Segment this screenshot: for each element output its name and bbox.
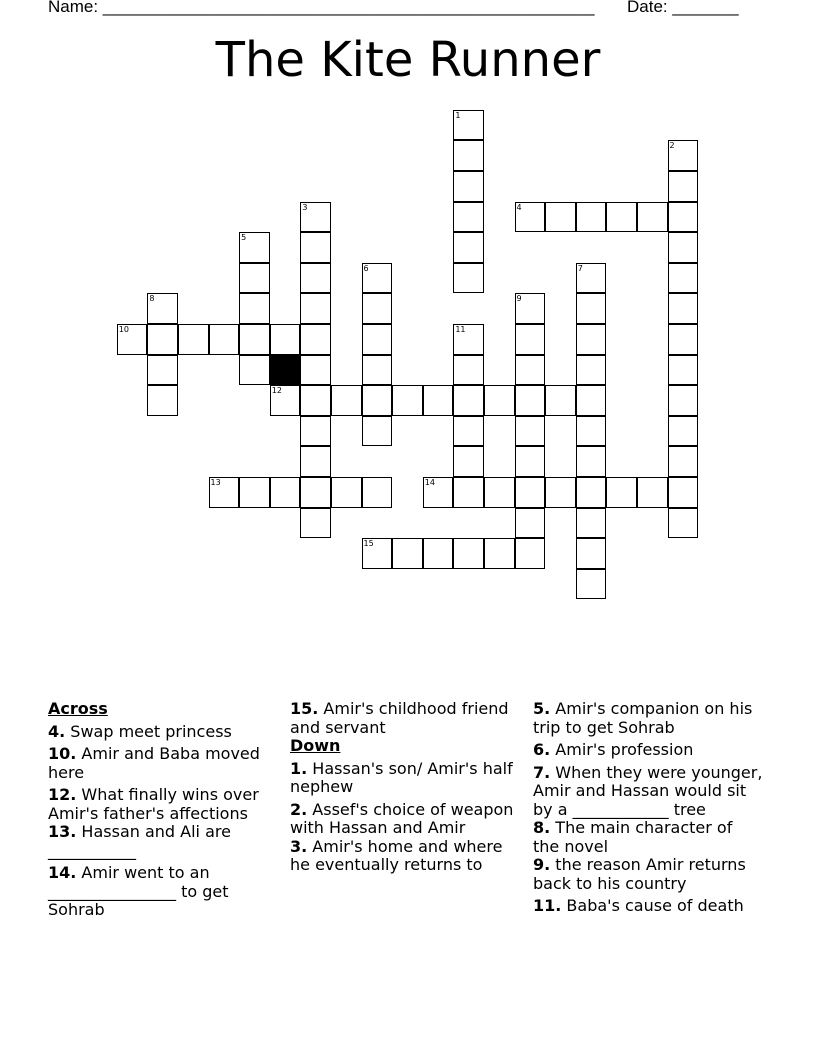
grid-cell[interactable] <box>484 477 515 508</box>
grid-cell[interactable] <box>362 477 393 508</box>
grid-cell[interactable] <box>576 416 607 447</box>
grid-cell[interactable] <box>117 324 148 355</box>
date-field-label: Date: _______ <box>627 0 739 16</box>
grid-cell[interactable] <box>637 202 668 233</box>
grid-cell[interactable] <box>423 538 454 569</box>
grid-cell[interactable] <box>515 477 546 508</box>
grid-cell[interactable] <box>545 202 576 233</box>
grid-cell[interactable] <box>300 385 331 416</box>
grid-cell[interactable] <box>576 293 607 324</box>
clues-column-1 <box>48 700 278 924</box>
grid-cell[interactable] <box>453 232 484 263</box>
across-heading: Across <box>48 699 108 718</box>
grid-cell[interactable] <box>331 385 362 416</box>
clue-number: 8 <box>149 294 155 304</box>
grid-cell[interactable] <box>576 385 607 416</box>
clue-number: 13 <box>210 477 221 487</box>
grid-cell[interactable] <box>576 538 607 569</box>
grid-cell[interactable] <box>606 202 637 233</box>
grid-cell[interactable] <box>392 538 423 569</box>
down-heading: Down <box>290 736 341 755</box>
grid-cell[interactable] <box>515 416 546 447</box>
grid-cell[interactable] <box>239 355 270 386</box>
grid-cell[interactable] <box>668 202 699 233</box>
grid-cell[interactable] <box>147 385 178 416</box>
grid-cell[interactable] <box>453 140 484 171</box>
clue-down-3: 3. Amir's home and where he eventually returns to <box>290 836 503 874</box>
grid-cell[interactable] <box>668 232 699 263</box>
clue-number: 14 <box>424 477 435 487</box>
grid-cell[interactable] <box>668 140 699 171</box>
grid-cell[interactable] <box>484 538 515 569</box>
clue-across-12: 12. What finally wins over Amir's father's affections <box>48 785 259 823</box>
clue-number: 1 <box>455 110 461 120</box>
grid-cell[interactable] <box>453 171 484 202</box>
grid-cell[interactable] <box>668 293 699 324</box>
grid-cell[interactable] <box>668 477 699 508</box>
grid-cell[interactable] <box>300 508 331 539</box>
grid-cell[interactable] <box>300 324 331 355</box>
grid-cell[interactable] <box>576 263 607 294</box>
grid-cell[interactable] <box>300 416 331 447</box>
grid-cell[interactable] <box>515 385 546 416</box>
grid-cell[interactable] <box>239 232 270 263</box>
grid-cell[interactable] <box>300 446 331 477</box>
grid-cell[interactable] <box>606 477 637 508</box>
grid-cell[interactable] <box>300 293 331 324</box>
grid-cell[interactable] <box>362 385 393 416</box>
grid-cell[interactable] <box>362 263 393 294</box>
grid-cell[interactable] <box>362 416 393 447</box>
grid-cell[interactable] <box>362 293 393 324</box>
grid-cell[interactable] <box>576 202 607 233</box>
grid-cell[interactable] <box>178 324 209 355</box>
clue-across-14: 14. Amir went to an ________________ to get Sohrab <box>48 863 229 919</box>
grid-cell[interactable] <box>362 538 393 569</box>
grid-cell[interactable] <box>147 355 178 386</box>
grid-cell[interactable] <box>270 385 301 416</box>
clue-across-15: 15. Amir's childhood friend and servant <box>290 699 509 737</box>
grid-cell[interactable] <box>576 324 607 355</box>
grid-cell[interactable] <box>453 416 484 447</box>
grid-cell[interactable] <box>515 324 546 355</box>
clue-across-13: 13. Hassan and Ali are ___________ <box>48 822 231 860</box>
grid-cell[interactable] <box>576 477 607 508</box>
grid-cell[interactable] <box>515 508 546 539</box>
grid-cell[interactable] <box>300 477 331 508</box>
clue-number: 15 <box>363 539 374 549</box>
grid-cell[interactable] <box>270 324 301 355</box>
clue-number: 12 <box>271 386 282 396</box>
grid-cell[interactable] <box>668 416 699 447</box>
clue-down-9: 9. the reason Amir returns back to his country <box>533 855 746 893</box>
grid-cell[interactable] <box>239 263 270 294</box>
clue-across-10: 10. Amir and Baba moved here <box>48 744 260 782</box>
clue-number: 3 <box>302 202 308 212</box>
grid-cell[interactable] <box>300 202 331 233</box>
grid-cell[interactable] <box>453 324 484 355</box>
grid-cell[interactable] <box>423 477 454 508</box>
grid-cell[interactable] <box>576 446 607 477</box>
grid-cell[interactable] <box>362 324 393 355</box>
grid-cell[interactable] <box>209 477 240 508</box>
grid-cell[interactable] <box>637 477 668 508</box>
grid-cell[interactable] <box>239 324 270 355</box>
grid-cell[interactable] <box>453 263 484 294</box>
clue-number: 9 <box>516 294 522 304</box>
clues-column-2 <box>290 700 520 879</box>
grid-cell[interactable] <box>515 202 546 233</box>
grid-cell[interactable] <box>147 324 178 355</box>
clue-number: 10 <box>118 324 129 334</box>
page-title: The Kite Runner <box>215 32 601 88</box>
clue-down-8: 8. The main character of the novel <box>533 818 733 856</box>
grid-cell[interactable] <box>300 263 331 294</box>
grid-cell[interactable] <box>668 171 699 202</box>
grid-cell[interactable] <box>515 293 546 324</box>
grid-cell[interactable] <box>270 477 301 508</box>
grid-cell[interactable] <box>423 385 454 416</box>
grid-cell[interactable] <box>515 355 546 386</box>
clue-down-5: 5. Amir's companion on his trip to get Sohrab <box>533 699 753 737</box>
grid-cell[interactable] <box>453 477 484 508</box>
grid-cell[interactable] <box>331 477 362 508</box>
grid-cell[interactable] <box>453 385 484 416</box>
clue-number: 4 <box>516 202 522 212</box>
grid-cell[interactable] <box>576 569 607 600</box>
grid-cell[interactable] <box>545 385 576 416</box>
grid-cell[interactable] <box>576 508 607 539</box>
grid-cell[interactable] <box>392 385 423 416</box>
grid-cell[interactable] <box>515 538 546 569</box>
grid-cell[interactable] <box>453 446 484 477</box>
grid-cell[interactable] <box>668 446 699 477</box>
grid-cell[interactable] <box>668 508 699 539</box>
grid-cell[interactable] <box>362 355 393 386</box>
clue-number: 11 <box>455 324 466 334</box>
grid-cell[interactable] <box>515 446 546 477</box>
grid-cell[interactable] <box>668 385 699 416</box>
clue-number: 6 <box>363 263 369 273</box>
grid-cell[interactable] <box>147 293 178 324</box>
grid-cell[interactable] <box>453 355 484 386</box>
grid-cell[interactable] <box>668 324 699 355</box>
clues-column-3 <box>533 700 763 920</box>
grid-cell[interactable] <box>239 477 270 508</box>
clue-number: 5 <box>241 233 247 243</box>
grid-cell[interactable] <box>453 110 484 141</box>
grid-cell[interactable] <box>300 355 331 386</box>
grid-cell[interactable] <box>576 355 607 386</box>
grid-cell[interactable] <box>209 324 240 355</box>
clue-number: 7 <box>577 263 583 273</box>
name-field-label: Name: ____________________________________________________ <box>48 0 595 16</box>
clue-number: 2 <box>669 141 675 151</box>
clue-down-11: 11. Baba's cause of death <box>533 896 744 915</box>
clue-down-6: 6. Amir's profession <box>533 740 694 759</box>
grid-cell[interactable] <box>300 232 331 263</box>
grid-cell[interactable] <box>484 385 515 416</box>
grid-cell[interactable] <box>453 202 484 233</box>
clue-down-1: 1. Hassan's son/ Amir's half nephew <box>290 758 513 796</box>
clue-down-7: 7. When they were younger, Amir and Hassan would sit by a ____________ tree <box>533 762 763 819</box>
clue-across-4: 4. Swap meet princess <box>48 721 232 741</box>
black-cell <box>270 355 301 386</box>
clue-down-2: 2. Assef's choice of weapon with Hassan and Amir <box>290 799 514 837</box>
grid-cell[interactable] <box>239 293 270 324</box>
grid-cell[interactable] <box>668 355 699 386</box>
grid-cell[interactable] <box>668 263 699 294</box>
grid-cell[interactable] <box>453 538 484 569</box>
grid-cell[interactable] <box>545 477 576 508</box>
